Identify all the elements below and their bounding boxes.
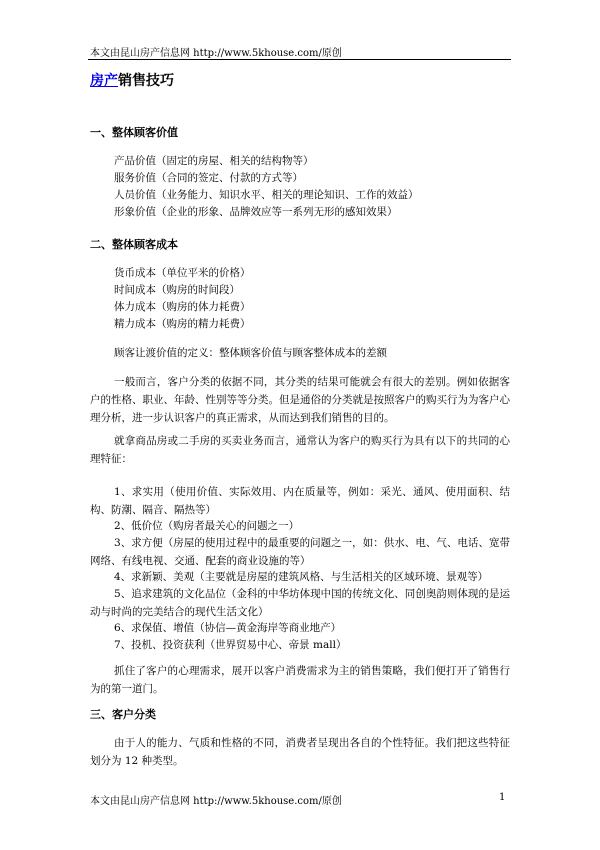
header-rule (88, 59, 511, 60)
list-item-7: 7、投机、投资获利（世界贸易中心、帝景 mall） (114, 639, 347, 651)
paragraph-classification: 一般而言，客户分类的依据不同，其分类的结果可能就会有很大的差别。例如依据客户的性格、职业、年龄、性别等等分类。但是通俗的分类就是按照客户的购买行为为客户心理分析，进一步认识客户的真正需求，从而达到我们销售的目的。 (90, 376, 510, 424)
page-footer: 本文由昆山房产信息网 http://www.5khouse.com/原创 (90, 796, 342, 807)
list-item-4: 4、求新颖、美观（主要就是房屋的建筑风格、与生活相关的区域环境、景观等） (114, 571, 489, 583)
page-header: 本文由昆山房产信息网 http://www.5khouse.com/原创 (90, 48, 342, 59)
cost-item-physical: 体力成本（购房的体力耗费） (114, 301, 251, 313)
title-rest: 销售技巧 (118, 73, 174, 89)
paragraph-customer-types: 由于人的能力、气质和性格的不同，消费者呈现出各自的个性特征。我们把这些特征划分为 12 种类型。 (90, 737, 510, 767)
list-item-2: 2、低价位（购房者最关心的问题之一） (114, 520, 300, 532)
section-heading-3: 三、客户分类 (90, 708, 156, 721)
value-item-image: 形象价值（企业的形象、品牌效应等一系列无形的感知效果） (114, 206, 398, 218)
cost-item-money: 货币成本（单位平米的价格） (114, 267, 251, 279)
value-item-service: 服务价值（合同的签定、付款的方式等） (114, 172, 303, 184)
section-heading-2: 二、整体顾客成本 (90, 238, 178, 251)
paragraph-psychology: 就拿商品房或二手房的买卖业务而言，通常认为客户的购买行为具有以下的共同的心理特征： (90, 435, 510, 465)
section-heading-1: 一、整体顾客价值 (90, 126, 178, 139)
value-item-personnel: 人员价值（业务能力、知识水平、相关的理论知识、工作的效益） (114, 189, 419, 201)
list-item-3: 3、求方便（房屋的使用过程中的最重要的问题之一，如：供水、电、气、电话、宽带网络、有线电视、交通、配套的商业设施的等） (90, 537, 510, 567)
page-number: 1 (499, 792, 506, 803)
cost-item-time: 时间成本（购房的时间段） (114, 284, 240, 296)
list-item-1: 1、求实用（使用价值、实际效用、内在质量等，例如：采光、通风、使用面积、结构、防潮、隔音、隔热等） (90, 486, 510, 516)
value-item-product: 产品价值（固定的房屋、相关的结构物等） (114, 155, 314, 167)
document-title (90, 70, 174, 90)
cost-item-energy: 精力成本（购房的精力耗费） (114, 318, 251, 330)
definition-line: 顾客让渡价值的定义：整体顾客价值与顾客整体成本的差额 (114, 347, 387, 359)
paragraph-conclusion: 抓住了客户的心理需求，展开以客户消费需求为主的销售策略，我们便打开了销售行为的第一道门。 (90, 665, 510, 695)
list-item-5: 5、追求建筑的文化品位（金科的中华坊体现中国的传统文化、同创奥韵则体现的是运动与时尚的完美结合的现代生活文化） (90, 588, 510, 618)
title-link[interactable]: 房产 (90, 73, 118, 89)
list-item-6: 6、求保值、增值（协信—黄金海岸等商业地产） (114, 622, 342, 634)
